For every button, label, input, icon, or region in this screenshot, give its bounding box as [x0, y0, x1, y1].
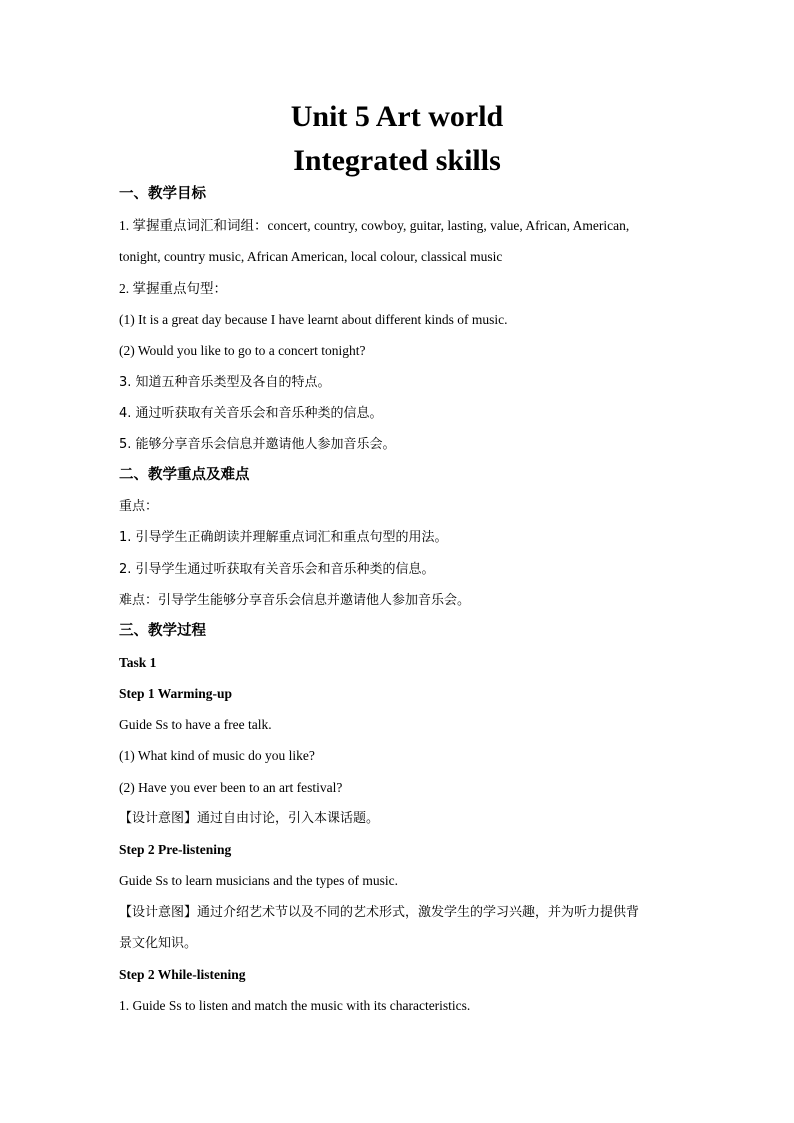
step-2-guide: Guide Ss to learn musicians and the types of music.	[119, 873, 398, 888]
section-heading-objectives: 一、教学目标	[119, 186, 206, 202]
document-title: Unit 5 Art world	[290, 100, 504, 133]
step-1-guide: Guide Ss to have a free talk.	[119, 717, 272, 732]
objective-item-1-line-1: 1. 掌握重点词汇和词组：concert, country, cowboy, guitar, lasting, value, African, American,	[119, 218, 630, 233]
task-1-label: Task 1	[119, 655, 157, 670]
objective-item-4: 4. 通过听获取有关音乐会和音乐种类的信息。	[119, 406, 383, 421]
objective-item-1-line-2: tonight, country music, African American, local colour, classical music	[119, 249, 503, 264]
objective-item-2: 2. 掌握重点句型：	[119, 281, 227, 296]
difficulty-point: 难点：引导学生能够分享音乐会信息并邀请他人参加音乐会。	[119, 593, 471, 608]
objective-item-5: 5. 能够分享音乐会信息并邀请他人参加音乐会。	[119, 437, 396, 452]
step-2-design-intent-line-2: 景文化知识。	[119, 936, 198, 951]
step-1-title: Step 1 Warming-up	[119, 686, 233, 701]
sentence-pattern-2: (2) Would you like to go to a concert tonight?	[119, 343, 366, 358]
sentence-pattern-1: (1) It is a great day because I have learnt about different kinds of music.	[119, 312, 508, 327]
key-points-label: 重点：	[119, 499, 159, 514]
section-heading-process: 三、教学过程	[119, 623, 206, 639]
step-3-item-1: 1. Guide Ss to listen and match the music with its characteristics.	[119, 998, 471, 1013]
section-heading-key-points: 二、教学重点及难点	[119, 467, 250, 483]
step-3-title: Step 2 While-listening	[119, 967, 246, 982]
key-point-1: 1. 引导学生正确朗读并理解重点词汇和重点句型的用法。	[119, 530, 448, 545]
step-1-question-1: (1) What kind of music do you like?	[119, 748, 315, 763]
step-2-design-intent-line-1: 【设计意图】通过介绍艺术节以及不同的艺术形式，激发学生的学习兴趣，并为听力提供背	[119, 905, 640, 920]
step-2-title: Step 2 Pre-listening	[119, 842, 232, 857]
step-1-design-intent: 【设计意图】通过自由讨论，引入本课话题。	[119, 811, 380, 826]
objective-item-3: 3. 知道五种音乐类型及各自的特点。	[119, 375, 331, 390]
key-point-2: 2. 引导学生通过听获取有关音乐会和音乐种类的信息。	[119, 562, 435, 577]
document-subtitle: Integrated skills	[293, 144, 501, 177]
step-1-question-2: (2) Have you ever been to an art festival?	[119, 780, 343, 795]
